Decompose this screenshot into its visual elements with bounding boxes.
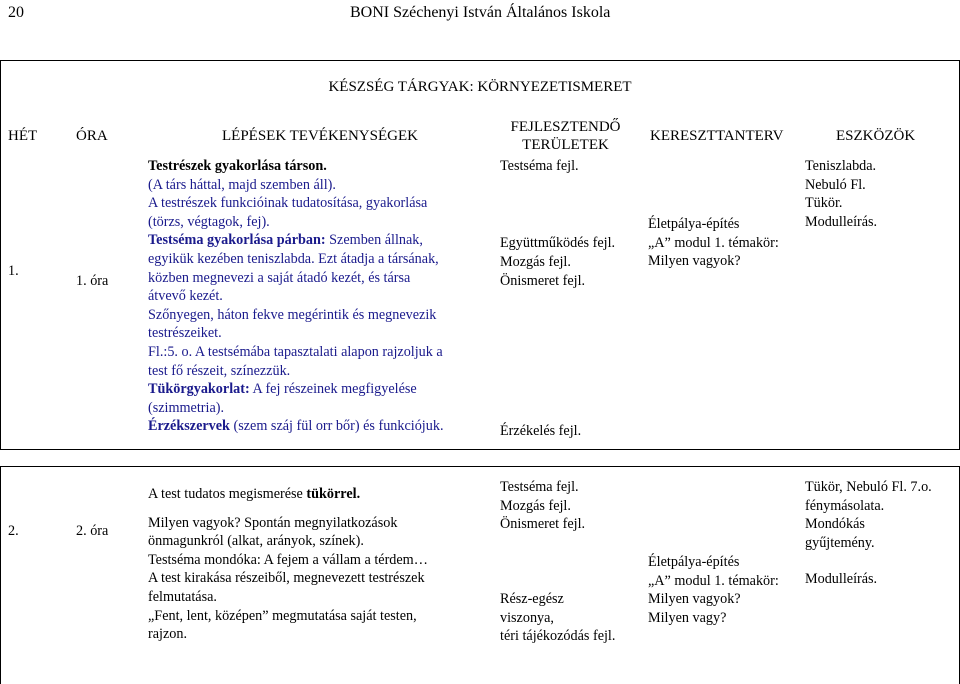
row1-fejl-5: Érzékelés fejl. (500, 423, 582, 439)
step-line: Milyen vagyok? Spontán megnyilatkozások (148, 514, 398, 531)
fejl-line: téri tájékozódás fejl. (500, 628, 616, 645)
fejl-line: Mozgás fejl. (500, 497, 571, 514)
kereszt-line: „A” modul 1. témakör: (648, 572, 779, 589)
fejl-line: Rész-egész (500, 591, 564, 607)
step-line: Testrészek gyakorlása társon. (148, 158, 327, 174)
page-number: 20 (8, 4, 24, 21)
fejl-line: Önismeret fejl. (500, 516, 586, 533)
eszkoz-line: Modulleírás. (805, 571, 878, 588)
kereszt-line: Milyen vagyok? (648, 253, 741, 270)
step-line: Szőnyegen, háton fekve megérintik és megnevezik (148, 306, 437, 323)
kereszt-line: Életpálya-építés (648, 554, 740, 570)
kereszt-line: Életpálya-építés (648, 216, 740, 232)
table-title: KÉSZSÉG TÁRGYAK: KÖRNYEZETISMERET (328, 79, 632, 95)
step-line: egyikük kezében teniszlabda. Ezt átadja a társának, (148, 250, 439, 267)
eszkoz-line: gyűjtemény. (805, 534, 875, 551)
row2-kereszt (648, 553, 779, 627)
step-line: Fl.:5. o. A testsémába tapasztalati alapon rajzoljuk a (148, 343, 443, 360)
step-line: A test tudatos megismerése tükörrel. (148, 486, 361, 502)
row1-fejl-1: Testséma fejl. (500, 158, 579, 174)
row2-eszkoz (805, 478, 932, 589)
row1-kereszt (648, 215, 779, 271)
header-het: HÉT (8, 128, 38, 144)
kereszt-line: Milyen vagyok? (648, 591, 741, 608)
header-fejlesztendo-text: FEJLESZTENDŐ TERÜLETEK (510, 119, 621, 153)
row1-steps (148, 157, 493, 436)
row1-het: 1. (8, 263, 19, 279)
eszkoz-line: Tükör. (805, 195, 843, 212)
step-line: testrészeiket. (148, 325, 222, 342)
eszkoz-line: fénymásolata. (805, 497, 885, 514)
row1-ora: 1. óra (76, 273, 109, 289)
header-eszkozok: ESZKÖZÖK (836, 128, 916, 144)
eszkoz-line: Teniszlabda. (805, 158, 877, 174)
row1-fejl-3: Mozgás fejl. (500, 254, 571, 270)
row1-fejl-2: Együttműködés fejl. (500, 235, 616, 251)
header-kereszttanterv: KERESZTTANTERV (650, 128, 784, 144)
step-line: rajzon. (148, 626, 187, 643)
step-line: (A társ háttal, majd szemben áll). (148, 176, 336, 193)
row2-ora: 2. óra (76, 523, 109, 539)
row1-fejl-4: Önismeret fejl. (500, 273, 586, 289)
kereszt-line: Milyen vagy? (648, 609, 727, 626)
step-line: önmagunkról (alkat, arányok, színek). (148, 533, 364, 550)
step-line: Tükörgyakorlat: A fej részeinek megfigyelése (148, 381, 417, 398)
step-line: A testrészek funkcióinak tudatosítása, gyakorlása (148, 195, 428, 212)
fejl-line: viszonya, (500, 609, 554, 626)
step-line: Érzékszervek (szem száj fül orr bőr) és funkciójuk. (148, 418, 444, 435)
step-line: Testséma gyakorlása párban: Szemben állnak, (148, 232, 423, 249)
row2-het: 2. (8, 523, 19, 539)
header-fejlesztendo (493, 118, 638, 154)
kereszt-line: „A” modul 1. témakör: (648, 234, 779, 251)
row2-steps (148, 485, 493, 644)
eszkoz-line: Mondókás (805, 516, 865, 533)
step-line: (szimmetria). (148, 399, 225, 416)
step-line: test fő részeit, színezzük. (148, 362, 291, 379)
step-line: A test kirakása részeiből, megnevezett testrészek (148, 570, 425, 587)
row2-fejl-top (500, 478, 585, 534)
step-line: Testséma mondóka: A fejem a vállam a térdem… (148, 551, 428, 568)
school-name: BONI Széchenyi István Általános Iskola (350, 4, 611, 21)
step-line: „Fent, lent, középen” megmutatása saját testen, (148, 607, 417, 624)
fejl-line: Testséma fejl. (500, 479, 579, 495)
header-ora: ÓRA (76, 128, 108, 144)
row2-fejl-bottom (500, 590, 615, 646)
step-line: közben megnevezi a saját átadó kezét, és társa (148, 269, 411, 286)
header-lepesek: LÉPÉSEK TEVÉKENYSÉGEK (222, 128, 418, 144)
step-line: (törzs, végtagok, fej). (148, 213, 270, 230)
eszkoz-line: Nebuló Fl. (805, 176, 866, 193)
row1-eszkoz (805, 157, 877, 231)
eszkoz-line: Modulleírás. (805, 213, 878, 230)
eszkoz-line: Tükör, Nebuló Fl. 7.o. (805, 479, 932, 495)
step-line: átvevő kezét. (148, 288, 223, 305)
step-line: felmutatása. (148, 588, 217, 605)
